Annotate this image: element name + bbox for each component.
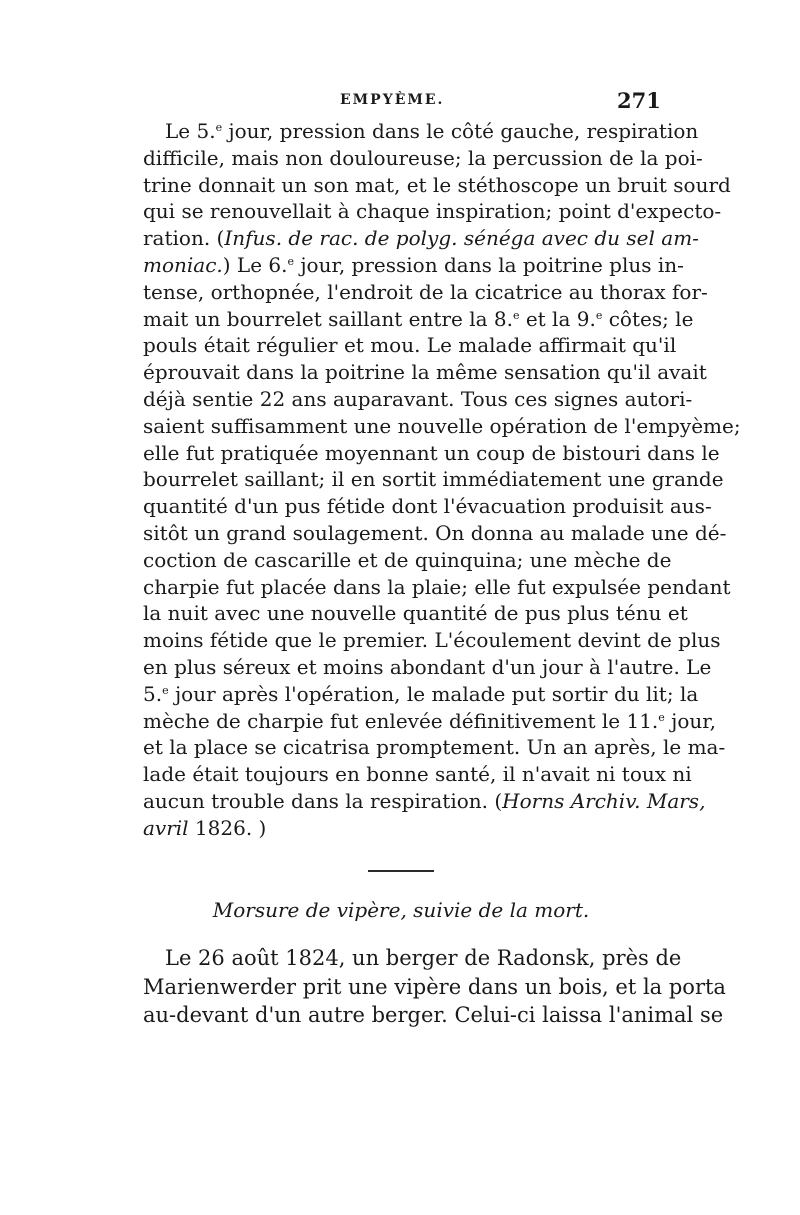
text-line: ration. (Infus. de rac. de polyg. sénéga avec du sel am- — [143, 226, 699, 251]
text-line: mèche de charpie fut enlevée définitivement le 11.$^e$ jour, — [143, 708, 717, 733]
section-title: Morsure de vipère, suivie de la mort. — [212, 898, 590, 922]
text-line: moins fétide que le premier. L'écoulement devint de plus — [143, 628, 721, 653]
text-line: trine donnait un son mat, et le stéthoscope un bruit sourd — [143, 172, 731, 197]
text-line: elle fut pratiquée moyennant un coup de bistouri dans le — [143, 440, 720, 465]
text-line: coction de cascarille et de quinquina; une mèche de — [143, 547, 672, 572]
paragraph-empyeme-case — [143, 118, 741, 842]
text-line: tense, orthopnée, l'endroit de la cicatrice au thorax for- — [143, 279, 708, 304]
text-line: pouls était régulier et mou. Le malade affirmait qu'il — [143, 333, 677, 358]
text-line: avril 1826. ) — [143, 815, 267, 840]
paragraph-viper-bite — [143, 944, 726, 1030]
text-line: quantité d'un pus fétide dont l'évacuation produisit aus- — [143, 494, 712, 519]
section-divider — [368, 870, 434, 872]
text-line: la nuit avec une nouvelle quantité de pus plus ténu et — [143, 601, 688, 626]
text-line: qui se renouvellait à chaque inspiration; point d'expecto- — [143, 199, 722, 224]
text-line: Marienwerder prit une vipère dans un bois, et la porta — [143, 974, 726, 999]
text-line: mait un bourrelet saillant entre la 8.$^e$ et la 9.$^e$ côtes; le — [143, 306, 694, 331]
text-line: Le 26 août 1824, un berger de Radonsk, près de — [165, 946, 682, 970]
text-line: en plus séreux et moins abondant d'un jour à l'autre. Le — [143, 654, 712, 679]
page-number: 271 — [617, 88, 661, 113]
text-line: et la place se cicatrisa promptement. Un an après, le ma- — [143, 735, 726, 760]
text-line: déjà sentie 22 ans auparavant. Tous ces signes autori- — [143, 386, 693, 411]
text-line: aucun trouble dans la respiration. (Horns Archiv. Mars, — [143, 788, 706, 813]
text-line: lade était toujours en bonne santé, il n'avait ni toux ni — [143, 762, 692, 787]
text-line: charpie fut placée dans la plaie; elle fut expulsée pendant — [143, 574, 731, 599]
text-line: sitôt un grand soulagement. On donna au malade une dé- — [143, 520, 727, 545]
running-head: EMPYÈME. — [340, 92, 445, 108]
text-line: Le 5.$^e$ jour, pression dans le côté gauche, respiration — [165, 119, 699, 143]
text-line: saient suffisamment une nouvelle opération de l'empyème; — [143, 413, 741, 438]
text-line: éprouvait dans la poitrine la même sensation qu'il avait — [143, 360, 707, 385]
text-line: difficile, mais non douloureuse; la percussion de la poi- — [143, 145, 703, 170]
text-line: au-devant d'un autre berger. Celui-ci laissa l'animal se — [143, 1003, 724, 1027]
text-line: 5.$^e$ jour après l'opération, le malade put sortir du lit; la — [143, 681, 699, 706]
text-line: bourrelet saillant; il en sortit immédiatement une grande — [143, 467, 724, 492]
text-line: moniac.) Le 6.$^e$ jour, pression dans la poitrine plus in- — [143, 252, 684, 277]
